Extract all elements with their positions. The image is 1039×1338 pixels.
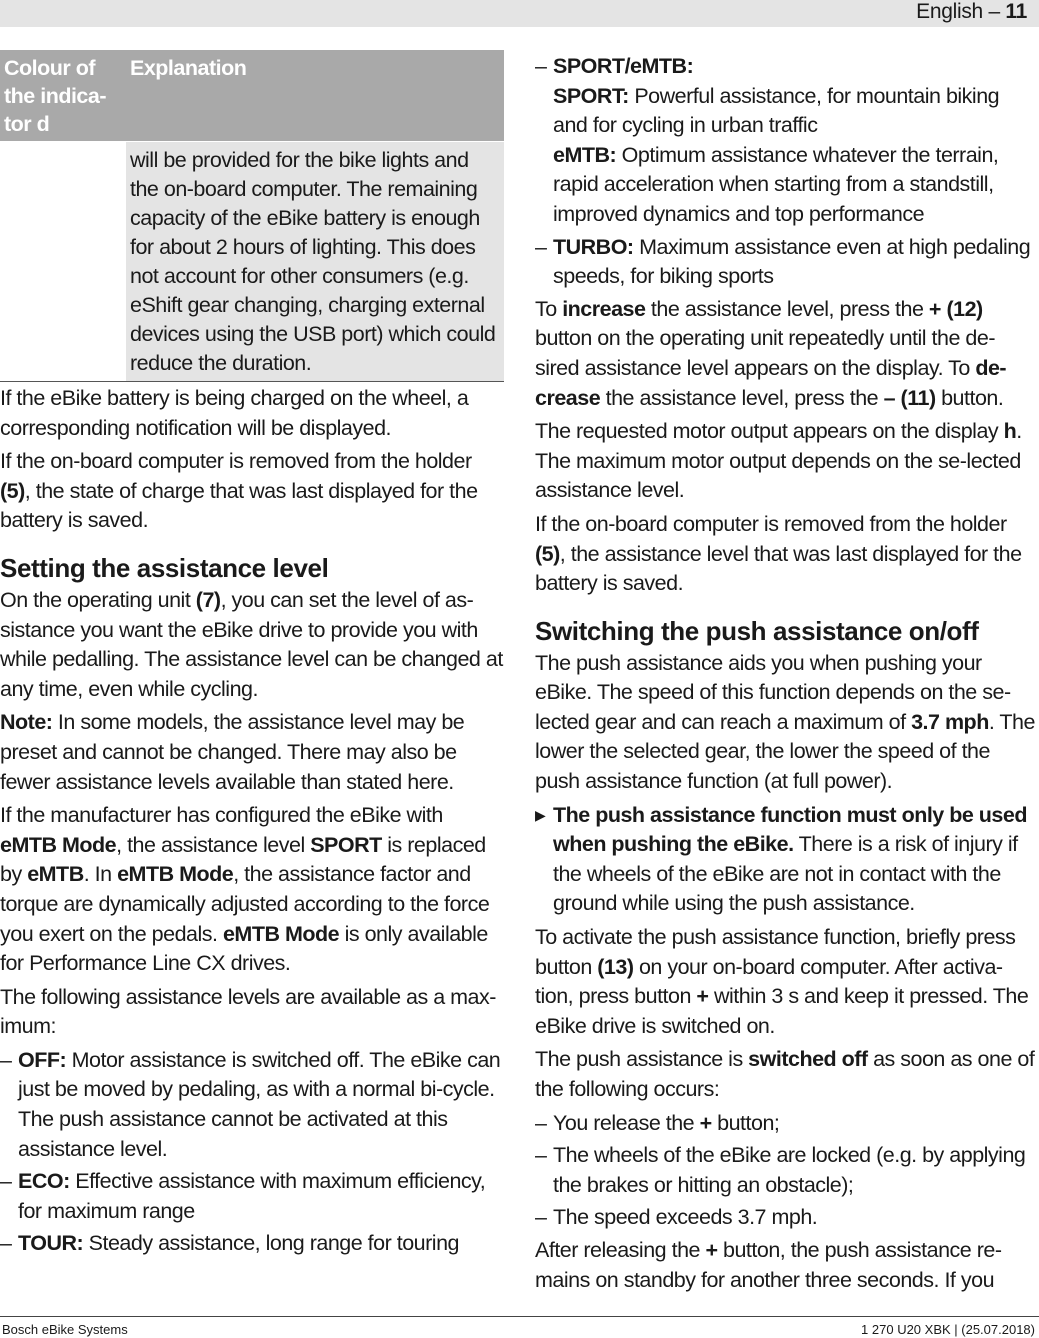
paragraph-level-saved: If the on-board computer is removed from the holder (5), the assistance level that was last displayed for the battery is saved.: [535, 511, 1022, 596]
header-language: English: [916, 0, 983, 23]
paragraph-activate-push: To activate the push assistance function, briefly press button (13) on your on-board computer. After activa-tion, press button + within 3 s and keep it pressed. The eBike drive is switched on.: [535, 925, 1029, 1038]
paragraph-state-saved: If the on-board computer is removed from the holder (5), the state of charge that was last displayed for the battery is saved.: [0, 449, 478, 533]
list-item-turbo: – TURBO: Maximum assistance even at high pedaling speeds, for biking sports: [535, 233, 1038, 292]
heading-push-assistance: Switching the push assistance on/off: [535, 615, 979, 646]
table-header-explanation: Explanation: [126, 50, 504, 142]
header-separator: –: [988, 0, 1000, 23]
heading-setting-assistance-level: Setting the assistance level: [0, 552, 329, 583]
header-text: [916, 0, 1027, 27]
paragraph-emtb-mode: If the manufacturer has configured the eBike with eMTB Mode, the assistance level SPORT is replaced by eMTB. In eMTB Mode, the assistance factor and torque are dynamically adjusted according to the force you exert on the pedals. eMTB Mode is only available for Performance Line CX drives.: [0, 803, 490, 976]
paragraph-operating-unit: On the operating unit (7), you can set the level of as-sistance you want the eBike drive to provide you with while pedalling. The assistance level can be changed at any time, even while cycling.: [0, 587, 503, 701]
warning-triangle-icon: ▶: [535, 806, 546, 823]
paragraph-levels-intro: The following assistance levels are available as a max-imum:: [0, 984, 496, 1039]
left-column: [0, 50, 504, 1262]
paragraph-motor-output: The requested motor output appears on the display h. The maximum motor output depends on the se-lected assistance level.: [535, 419, 1022, 503]
footer-brand: Bosch eBike Systems: [2, 1322, 128, 1337]
table-cell-colour: [0, 142, 126, 382]
paragraph-increase-decrease: To increase the assistance level, press the + (12) button on the operating unit repeatedly until the de-sired assistance level appears on the display. To de-crease the assistance level, press the – (11) button.: [535, 296, 1007, 410]
list-item-speed-exceeds: – The speed exceeds 3.7 mph.: [535, 1203, 1038, 1233]
list-item-eco: – ECO: Effective assistance with maximum efficiency, for maximum range: [0, 1167, 504, 1226]
page-number: 11: [1005, 0, 1027, 23]
list-item-off: – OFF: Motor assistance is switched off. The eBike can just be moved by pedaling, as with a normal bi-cycle. The push assistance cannot be activated at this assistance level.: [0, 1046, 504, 1164]
list-item-sport-emtb: – SPORT/eMTB: SPORT: Powerful assistance, for mountain biking and for cycling in urban traffic eMTB: Optimum assistance whatever the terrain, rapid acceleration when starting from a standstill, improved dynamics and top performance: [535, 52, 1038, 230]
footer-divider: [0, 1316, 1039, 1317]
sport-emtb-label: SPORT/eMTB:: [553, 54, 694, 78]
table-cell-explanation: will be provided for the bike lights and the on-board computer. The remaining capacity of the eBike battery is enough for about 2 hours of lighting. This does not account for other consumers (e.g. eShift gear changing, charging external devices using the USB port) which could reduce the duration.: [126, 142, 504, 382]
page-header: [0, 0, 1039, 27]
footer-doc-id: 1 270 U20 XBK | (25.07.2018): [861, 1322, 1035, 1337]
list-item-release-button: – You release the + button;: [535, 1109, 1038, 1139]
paragraph-switched-off: The push assistance is switched off as soon as one of the following occurs:: [535, 1047, 1035, 1101]
paragraph-charging-notification: If the eBike battery is being charged on the wheel, a corresponding notification will be displayed.: [0, 386, 469, 440]
table-header-row: [0, 50, 504, 142]
list-item-tour: – TOUR: Steady assistance, long range for touring: [0, 1229, 504, 1259]
warning-push-assistance: ▶ The push assistance function must only be used when pushing the eBike. There is a risk of injury if the wheels of the eBike are not in contact with the ground while using the push assistance.: [535, 802, 1027, 916]
right-column: [535, 52, 1038, 1299]
table-header-colour: Colour of the indica-tor d: [0, 50, 126, 142]
list-item-wheels-locked: – The wheels of the eBike are locked (e.g. by applying the brakes or hitting an obstacle);: [535, 1141, 1038, 1200]
paragraph-after-releasing: After releasing the + button, the push assistance re-mains on standby for another three seconds. If you: [535, 1237, 1002, 1292]
indicator-table: [0, 50, 504, 382]
paragraph-push-assistance-intro: The push assistance aids you when pushing your eBike. The speed of this function depends on the se-lected gear and can reach a maximum of 3.7 mph. The lower the selected gear, the lower the speed of the push assistance function (at full power).: [535, 650, 1035, 794]
table-row: [0, 142, 504, 382]
paragraph-note: Note: In some models, the assistance level may be preset and cannot be changed. There may also be fewer assistance levels available than stated here.: [0, 710, 465, 794]
